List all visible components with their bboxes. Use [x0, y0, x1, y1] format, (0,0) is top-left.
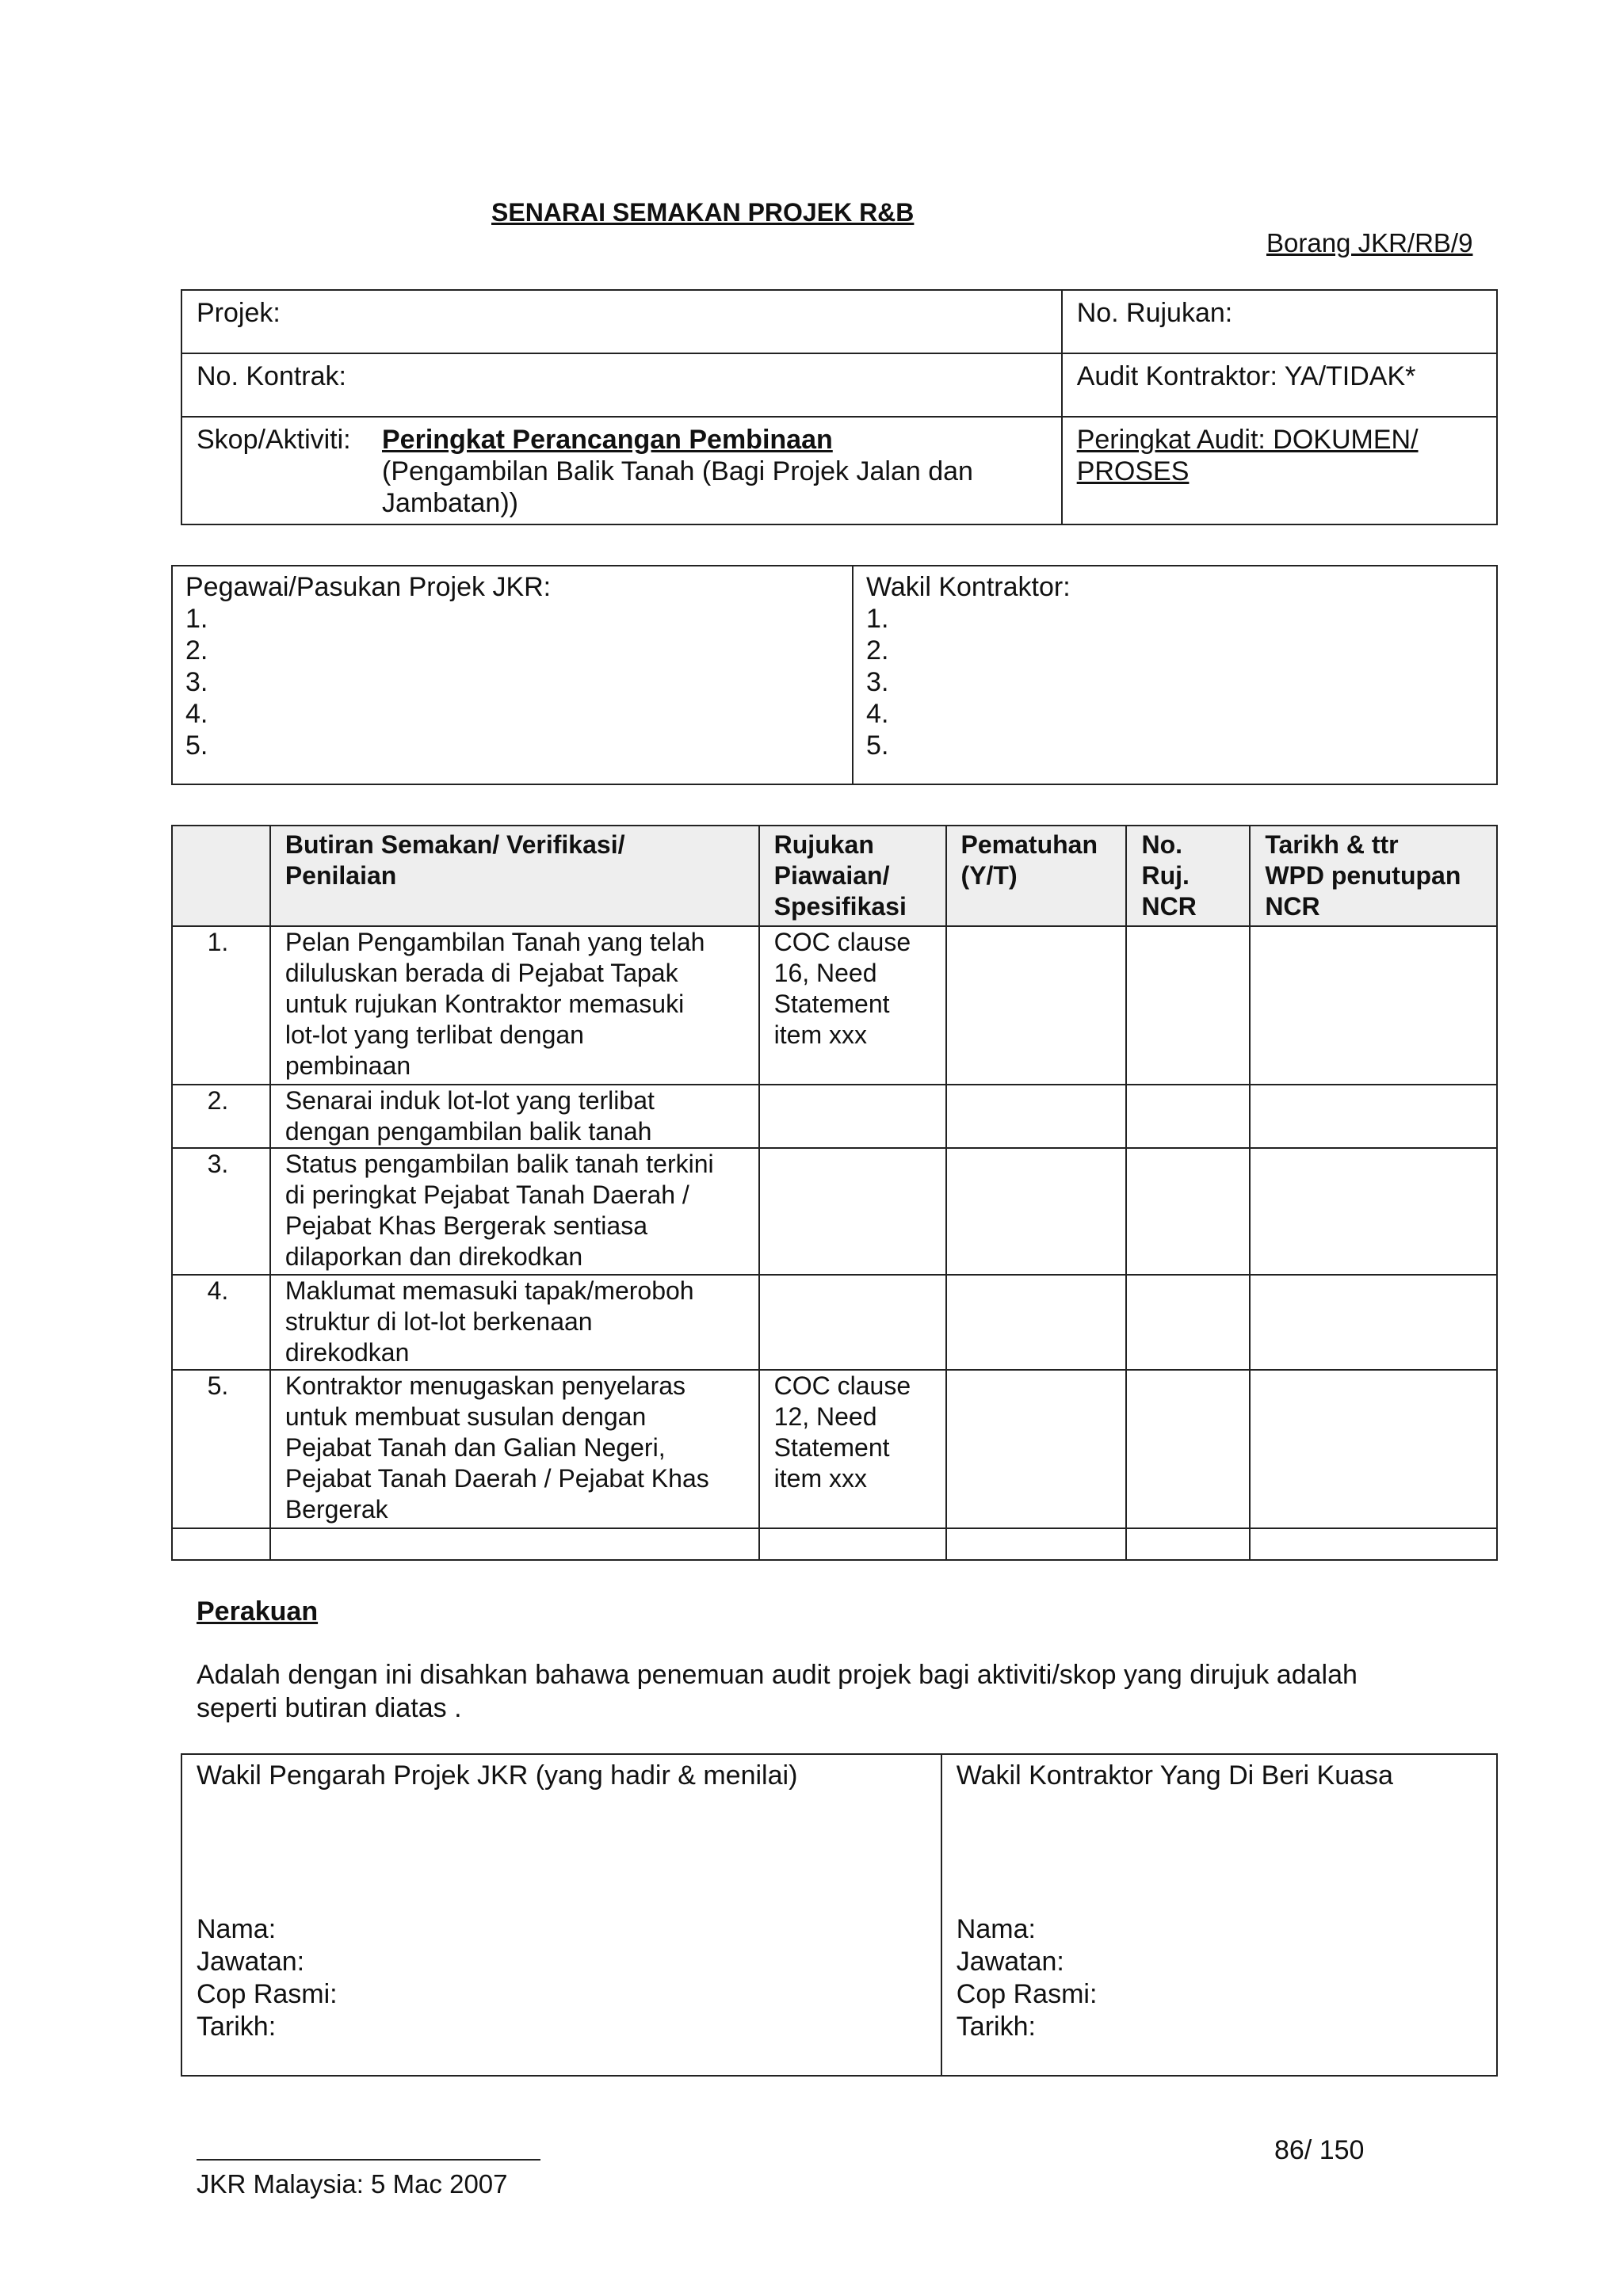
header-pematuhan-line: (Y/T): [960, 861, 1018, 890]
ncr-cell[interactable]: [1126, 926, 1250, 1085]
butiran-line: untuk membuat susulan dengan: [285, 1402, 647, 1431]
perakuan-text: [197, 1658, 1433, 1725]
butiran-cell: [270, 926, 759, 1085]
jkr-team-item: 2.: [185, 635, 208, 666]
header-ncr-line: NCR: [1141, 892, 1197, 921]
skop-desc-line1: (Pengambilan Balik Tanah (Bagi Projek Jalan dan: [382, 456, 973, 486]
kontraktor-team-label: Wakil Kontraktor:: [866, 572, 1071, 602]
jkr-signature-title: Wakil Pengarah Projek JKR (yang hadir & menilai): [197, 1760, 798, 1791]
table-row: [172, 1085, 1497, 1148]
ncr-cell[interactable]: [1126, 1275, 1250, 1370]
projek-label: Projek:: [197, 298, 281, 328]
kontraktor-signature-title: Wakil Kontraktor Yang Di Beri Kuasa: [956, 1760, 1393, 1791]
rujukan-line: 12, Need: [773, 1402, 877, 1431]
ncr-cell[interactable]: [1126, 1148, 1250, 1275]
header-tarikh-line: WPD penutupan: [1265, 861, 1461, 890]
pematuhan-cell[interactable]: [946, 1275, 1127, 1370]
butiran-line: Status pengambilan balik tanah terkini: [285, 1150, 714, 1178]
empty-cell: [946, 1528, 1127, 1560]
butiran-cell: [270, 1085, 759, 1148]
skop-label: Skop/Aktiviti:: [197, 425, 351, 455]
field-nama: Nama:: [956, 1914, 1036, 1944]
jkr-team-cell: [172, 566, 853, 784]
butiran-line: Kontraktor menugaskan penyelaras: [285, 1371, 686, 1400]
checklist-table: [171, 825, 1498, 1561]
ncr-cell[interactable]: [1126, 1370, 1250, 1528]
header-tarikh-line: NCR: [1265, 892, 1320, 921]
header-rujukan-line: Piawaian/: [773, 861, 890, 890]
pematuhan-cell[interactable]: [946, 1370, 1127, 1528]
field-nama: Nama:: [197, 1914, 277, 1944]
rujukan-cell: [759, 1370, 946, 1528]
team-table: [171, 565, 1498, 785]
skop-desc-line2: Jambatan)): [382, 488, 518, 518]
kontraktor-signature-fields: [957, 1913, 1098, 2043]
table-row: [172, 1275, 1497, 1370]
butiran-line: pembinaan: [285, 1051, 411, 1080]
field-jawatan: Jawatan:: [197, 1947, 305, 1977]
header-butiran-line: Penilaian: [285, 861, 397, 890]
no-rujukan-cell: [1062, 290, 1497, 353]
rujukan-cell: [759, 1085, 946, 1148]
empty-cell: [270, 1528, 759, 1560]
jkr-signature-cell: [181, 1754, 941, 2076]
empty-cell: [1126, 1528, 1250, 1560]
kontraktor-team-cell: [853, 566, 1497, 784]
document-title: SENARAI SEMAKAN PROJEK R&B: [491, 198, 915, 227]
rujukan-cell: [759, 1275, 946, 1370]
butiran-cell: [270, 1148, 759, 1275]
butiran-line: dilaporkan dan direkodkan: [285, 1242, 583, 1271]
butiran-line: direkodkan: [285, 1338, 410, 1367]
butiran-line: Pejabat Khas Bergerak sentiasa: [285, 1211, 647, 1240]
row-number: 4.: [172, 1275, 270, 1370]
jkr-team-item: 5.: [185, 730, 208, 761]
rujukan-line: COC clause: [773, 928, 911, 956]
header-rujukan: [759, 826, 946, 926]
kontraktor-team-item: 4.: [866, 699, 889, 729]
header-ncr-line: Ruj.: [1141, 861, 1190, 890]
jkr-team-item: 1.: [185, 604, 208, 634]
audit-kontraktor-cell: [1062, 353, 1497, 417]
footer-divider: [197, 2159, 540, 2161]
empty-cell: [759, 1528, 946, 1560]
header-butiran: [270, 826, 759, 926]
audit-kontraktor-label: Audit Kontraktor: YA/TIDAK*: [1076, 361, 1416, 391]
header-no: [172, 826, 270, 926]
row-number: 3.: [172, 1148, 270, 1275]
tarikh-cell[interactable]: [1250, 926, 1497, 1085]
no-rujukan-label: No. Rujukan:: [1076, 298, 1233, 328]
perakuan-heading: Perakuan: [197, 1596, 319, 1627]
butiran-line: Maklumat memasuki tapak/meroboh: [285, 1276, 694, 1305]
rujukan-line: item xxx: [773, 1020, 867, 1049]
jkr-signature-fields: [197, 1913, 338, 2043]
header-ncr-line: No.: [1141, 830, 1183, 859]
butiran-line: struktur di lot-lot berkenaan: [285, 1307, 593, 1336]
row-number: 1.: [172, 926, 270, 1085]
butiran-line: Pelan Pengambilan Tanah yang telah: [285, 928, 705, 956]
form-code: Borang JKR/RB/9: [1266, 228, 1473, 257]
tarikh-cell[interactable]: [1250, 1148, 1497, 1275]
empty-cell: [1250, 1528, 1497, 1560]
footer-text: JKR Malaysia: 5 Mac 2007: [197, 2169, 508, 2199]
table-row-empty: [172, 1528, 1497, 1560]
field-tarikh: Tarikh:: [197, 2012, 277, 2042]
jkr-team-label: Pegawai/Pasukan Projek JKR:: [185, 572, 552, 602]
table-row: [172, 1148, 1497, 1275]
peringkat-audit-line1: Peringkat Audit: DOKUMEN/: [1076, 425, 1419, 455]
rujukan-line: 16, Need: [773, 959, 877, 987]
kontraktor-team-item: 5.: [866, 730, 889, 761]
signature-table: [181, 1753, 1498, 2077]
field-cop-rasmi: Cop Rasmi:: [956, 1979, 1098, 2009]
peringkat-audit-cell: [1062, 417, 1497, 524]
perakuan-text-line: seperti butiran diatas .: [197, 1693, 462, 1723]
butiran-line: Bergerak: [285, 1495, 388, 1524]
jkr-team-item: 4.: [185, 699, 208, 729]
pematuhan-cell[interactable]: [946, 1148, 1127, 1275]
row-number: 2.: [172, 1085, 270, 1148]
pematuhan-cell[interactable]: [946, 926, 1127, 1085]
header-rujukan-line: Rujukan: [773, 830, 874, 859]
butiran-line: di peringkat Pejabat Tanah Daerah /: [285, 1180, 689, 1209]
skop-cell: [181, 417, 1062, 524]
butiran-line: Pejabat Tanah dan Galian Negeri,: [285, 1433, 666, 1462]
butiran-line: untuk rujukan Kontraktor memasuki: [285, 990, 685, 1018]
page-number: 86/ 150: [1274, 2135, 1365, 2165]
rujukan-line: Statement: [773, 1433, 890, 1462]
jkr-team-item: 3.: [185, 667, 208, 697]
rujukan-line: item xxx: [773, 1464, 867, 1493]
header-tarikh-line: Tarikh & ttr: [1265, 830, 1399, 859]
tarikh-cell[interactable]: [1250, 1275, 1497, 1370]
header-pematuhan-line: Pematuhan: [960, 830, 1098, 859]
butiran-cell: [270, 1275, 759, 1370]
field-jawatan: Jawatan:: [956, 1947, 1064, 1977]
ncr-cell[interactable]: [1126, 1085, 1250, 1148]
kontraktor-signature-cell: [941, 1754, 1497, 2076]
rujukan-line: Statement: [773, 990, 890, 1018]
butiran-line: lot-lot yang terlibat dengan: [285, 1020, 584, 1049]
pematuhan-cell[interactable]: [946, 1085, 1127, 1148]
tarikh-cell[interactable]: [1250, 1370, 1497, 1528]
butiran-line: Pejabat Tanah Daerah / Pejabat Khas: [285, 1464, 709, 1493]
butiran-line: diluluskan berada di Pejabat Tapak: [285, 959, 678, 987]
kontraktor-team-item: 3.: [866, 667, 889, 697]
table-row: [172, 926, 1497, 1085]
header-butiran-line: Butiran Semakan/ Verifikasi/: [285, 830, 625, 859]
kontraktor-team-item: 1.: [866, 604, 889, 634]
rujukan-cell: [759, 926, 946, 1085]
table-row: [172, 1370, 1497, 1528]
empty-cell: [172, 1528, 270, 1560]
header-ncr: [1126, 826, 1250, 926]
butiran-line: dengan pengambilan balik tanah: [285, 1117, 652, 1146]
tarikh-cell[interactable]: [1250, 1085, 1497, 1148]
projek-cell: [181, 290, 1062, 353]
header-tarikh: [1250, 826, 1497, 926]
butiran-line: Senarai induk lot-lot yang terlibat: [285, 1086, 655, 1115]
perakuan-text-line: Adalah dengan ini disahkan bahawa penemuan audit projek bagi aktiviti/skop yang dirujuk adalah: [197, 1660, 1358, 1690]
project-info-table: [181, 289, 1498, 525]
peringkat-audit-line2: PROSES: [1076, 456, 1190, 486]
header-pematuhan: [946, 826, 1127, 926]
no-kontrak-cell: [181, 353, 1062, 417]
no-kontrak-label: No. Kontrak:: [197, 361, 346, 391]
butiran-cell: [270, 1370, 759, 1528]
rujukan-cell: [759, 1148, 946, 1275]
skop-title: Peringkat Perancangan Pembinaan: [382, 425, 833, 455]
header-rujukan-line: Spesifikasi: [773, 892, 907, 921]
field-tarikh: Tarikh:: [956, 2012, 1036, 2042]
rujukan-line: COC clause: [773, 1371, 911, 1400]
kontraktor-team-item: 2.: [866, 635, 889, 666]
row-number: 5.: [172, 1370, 270, 1528]
field-cop-rasmi: Cop Rasmi:: [197, 1979, 338, 2009]
